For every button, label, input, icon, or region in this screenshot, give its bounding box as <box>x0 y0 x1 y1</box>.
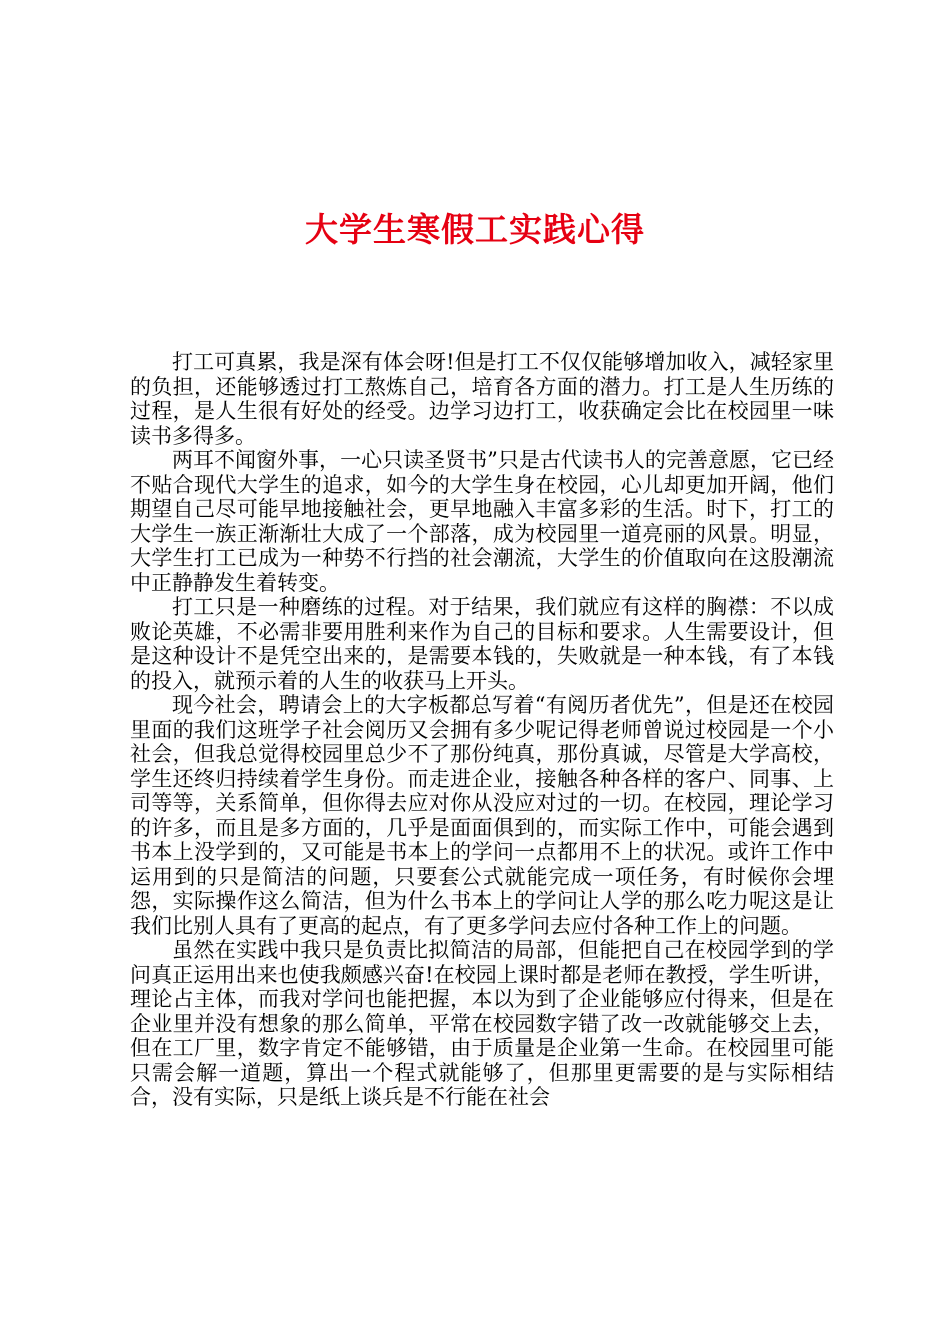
paragraph-4: 现今社会，聘请会上的大字板都总写着“有阅历者优先”，但是还在校园里面的我们这班学子社会阅历又会拥有多少呢记得老师曾说过校园是一个小社会，但我总觉得校园里总少不了那份纯真，那份真诚，尽管是大学高校，学生还终归持续着学生身份。而走进企业，接触各种各样的客户、同事、上司等等，关系简单，但你得去应对你从没应对过的一切。在校园，理论学习的许多，而且是多方面的，几乎是面面俱到的，而实际工作中，可能会遇到书本上没学到的，又可能是书本上的学问一点都用不上的状况。或许工作中运用到的只是简洁的问题，只要套公式就能完成一项任务，有时候你会埋怨，实际操作这么简洁，但为什么书本上的学问让人学的那么吃力呢这是让我们比别人具有了更高的起点，有了更多学问去应付各种工作上的问题。 <box>130 693 834 938</box>
paragraph-2: 两耳不闻窗外事，一心只读圣贤书”只是古代读书人的完善意愿，它已经不贴合现代大学生的追求，如今的大学生身在校园，心儿却更加开阔，他们期望自己尽可能早地接触社会，更早地融入丰富多彩的生活。时下，打工的大学生一族正渐渐壮大成了一个部落，成为校园里一道亮丽的风景。明显，大学生打工已成为一种势不行挡的社会潮流，大学生的价值取向在这股潮流中正静静发生着转变。 <box>130 448 834 595</box>
paragraph-5: 虽然在实践中我只是负责比拟简洁的局部，但能把自己在校园学到的学问真正运用出来也使我颇感兴奋!在校园上课时都是老师在教授，学生听讲，理论占主体，而我对学问也能把握，本以为到了企业能够应付得来，但是在企业里并没有想象的那么简单，平常在校园数字错了改一改就能够交上去，但在工厂里，数字肯定不能够错，由于质量是企业第一生命。在校园里可能只需会解一道题，算出一个程式就能够了，但那里更需要的是与实际相结合，没有实际，只是纸上谈兵是不行能在社会 <box>130 938 834 1109</box>
paragraph-3: 打工只是一种磨练的过程。对于结果，我们就应有这样的胸襟：不以成败论英雄，不必需非要用胜利来作为自己的目标和要求。人生需要设计，但是这种设计不是凭空出来的，是需要本钱的，失败就是一种本钱，有了本钱的投入，就预示着的人生的收获马上开头。 <box>130 595 834 693</box>
document-body <box>130 350 834 1110</box>
paragraph-1: 打工可真累，我是深有体会呀!但是打工不仅仅能够增加收入，减轻家里的负担，还能够透过打工熬炼自己，培育各方面的潜力。打工是人生历练的过程，是人生很有好处的经受。边学习边打工，收获确定会比在校园里一味读书多得多。 <box>130 350 834 448</box>
document-title: 大学生寒假工实践心得 <box>305 210 645 249</box>
